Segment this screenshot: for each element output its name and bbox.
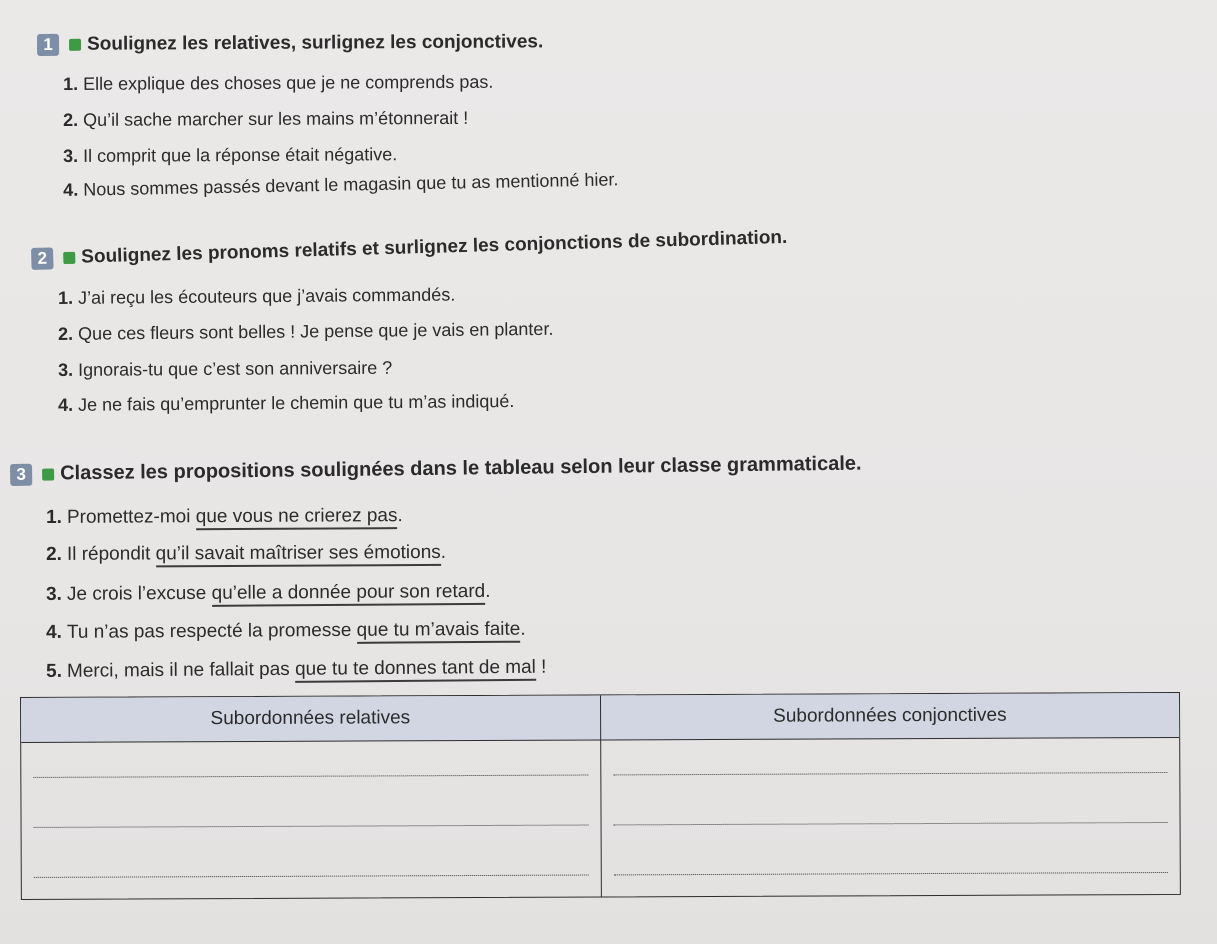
exercise-1	[37, 31, 543, 56]
answer-line[interactable]	[613, 822, 1167, 825]
table-header-row	[21, 693, 1179, 743]
exercise-1-item-3: 3. Il comprit que la réponse était négative.	[63, 144, 398, 166]
exercise-2-item-2: 2. Que ces fleurs sont belles ! Je pense que je vais en planter.	[58, 318, 554, 344]
conjonctives-answer-column[interactable]	[601, 738, 1180, 897]
exercise-3-item-4: 4. Tu n’as pas respecté la promesse que tu m’avais faite.	[46, 618, 526, 643]
exercise-3-item-2: 2. Il répondit qu’il savait maîtriser ses émotions.	[46, 542, 446, 566]
underlined-proposition: qu’il savait maîtriser ses émotions	[156, 542, 441, 567]
exercise-1-header	[37, 31, 543, 56]
exercise-2-item-4: 4. Je ne fais qu’emprunter le chemin que tu m’as indiqué.	[58, 391, 515, 415]
difficulty-square-icon	[69, 39, 81, 51]
answer-line[interactable]	[34, 825, 588, 828]
exercise-2-item-1: 1. J’ai reçu les écouteurs que j’avais commandés.	[58, 284, 456, 308]
header-conjonctives: Subordonnées conjonctives	[773, 704, 1007, 727]
table-body	[21, 738, 1180, 899]
underlined-proposition: qu’elle a donnée pour son retard	[212, 581, 486, 607]
exercise-3-item-1: 1. Promettez-moi que vous ne crierez pas.	[46, 505, 403, 529]
exercise-3	[10, 453, 862, 486]
exercise-1-instruction: Soulignez les relatives, surlignez les conjonctives.	[86, 31, 544, 55]
relatives-answer-column[interactable]	[21, 740, 601, 899]
exercise-1-item-4: 4. Nous sommes passés devant le magasin que tu as mentionné hier.	[63, 169, 619, 200]
answer-line[interactable]	[34, 875, 588, 878]
classification-table	[20, 692, 1181, 900]
exercise-2-header	[31, 227, 788, 270]
exercise-3-header	[10, 453, 862, 486]
exercise-3-item-3: 3. Je crois l’excuse qu’elle a donnée pour son retard.	[46, 580, 491, 605]
exercise-1-item-2: 2. Qu’il sache marcher sur les mains m’étonnerait !	[63, 107, 469, 130]
exercise-2	[31, 227, 788, 270]
difficulty-square-icon	[63, 252, 75, 264]
exercise-3-item-5: 5. Merci, mais il ne fallait pas que tu te donnes tant de mal !	[46, 656, 547, 682]
exercise-2-instruction: Soulignez les pronoms relatifs et surlignez les conjonctions de subordination.	[80, 226, 788, 268]
difficulty-square-icon	[42, 468, 54, 480]
exercise-3-instruction: Classez les propositions soulignées dans le tableau selon leur classe grammaticale.	[59, 452, 862, 485]
answer-line[interactable]	[33, 775, 587, 778]
exercise-number-badge: 2	[31, 247, 54, 270]
header-relatives: Subordonnées relatives	[21, 695, 601, 742]
answer-line[interactable]	[613, 772, 1167, 775]
exercise-1-item-1: 1. Elle explique des choses que je ne comprends pas.	[63, 71, 494, 94]
exercise-number-badge: 3	[10, 463, 32, 485]
exercise-2-item-3: 3. Ignorais-tu que c’est son anniversaire ?	[58, 357, 393, 380]
exercise-number-badge: 1	[37, 34, 59, 56]
underlined-proposition: que tu m’avais faite	[357, 619, 521, 644]
answer-line[interactable]	[613, 872, 1167, 875]
underlined-proposition: que tu te donnes tant de mal	[295, 657, 536, 683]
underlined-proposition: que vous ne crierez pas	[196, 505, 398, 530]
